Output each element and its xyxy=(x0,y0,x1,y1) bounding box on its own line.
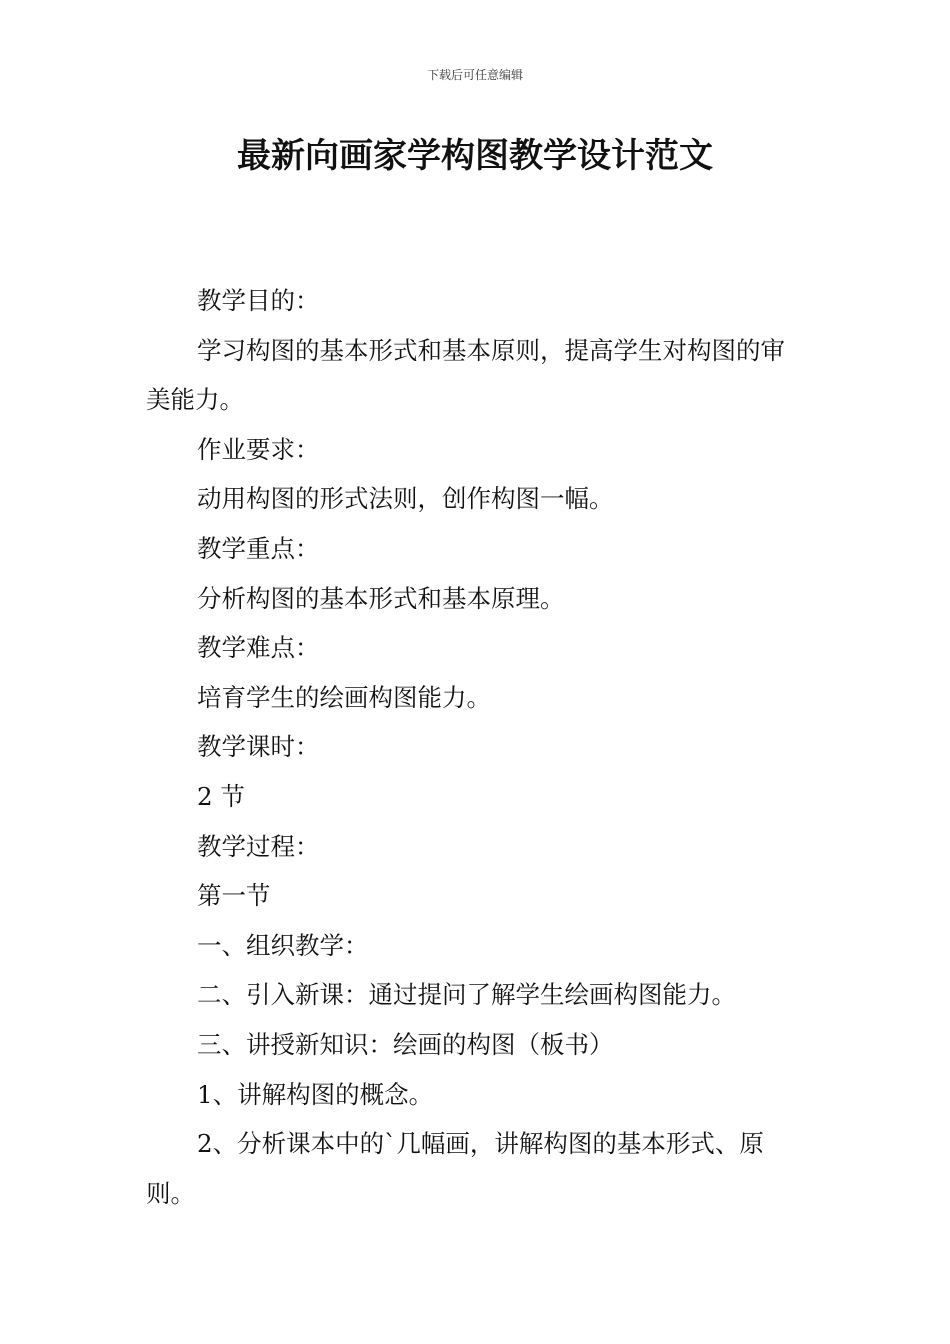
paragraph-key-points: 分析构图的基本形式和基本原理。 xyxy=(197,583,565,613)
paragraph-homework: 动用构图的形式法则，创作构图一幅。 xyxy=(197,484,614,514)
paragraph-teaching-goal: 学习构图的基本形式和基本原则，提高学生对构图的审美能力。 xyxy=(146,335,785,415)
paragraph-difficulties-heading: 教学难点： xyxy=(197,633,320,663)
paragraph-step-two: 二、引入新课：通过提问了解学生绘画构图能力。 xyxy=(197,980,736,1010)
document-body xyxy=(146,276,808,1218)
paragraph-step-one: 一、组织教学： xyxy=(197,930,369,960)
document-title: 最新向画家学构图教学设计范文 xyxy=(237,136,713,176)
paragraph-process-heading: 教学过程： xyxy=(197,831,320,861)
paragraph-key-points-heading: 教学重点： xyxy=(197,533,320,563)
paragraph-homework-heading: 作业要求： xyxy=(197,434,320,464)
paragraph-teaching-goal-heading: 教学目的： xyxy=(197,286,320,315)
paragraph-class-hours-heading: 教学课时： xyxy=(197,732,320,762)
paragraph-lesson-one: 第一节 xyxy=(197,881,271,911)
paragraph-difficulties: 培育学生的绘画构图能力。 xyxy=(197,682,491,712)
paragraph-class-hours: 2 节 xyxy=(197,781,245,811)
paragraph-step-three: 三、讲授新知识：绘画的构图（板书） xyxy=(197,1029,614,1059)
paragraph-item-two: 2、分析课本中的`几幅画，讲解构图的基本形式、原则。 xyxy=(146,1129,764,1208)
paragraph-item-one: 1、讲解构图的概念。 xyxy=(197,1079,434,1109)
header-note: 下载后可任意编辑 xyxy=(426,68,523,82)
